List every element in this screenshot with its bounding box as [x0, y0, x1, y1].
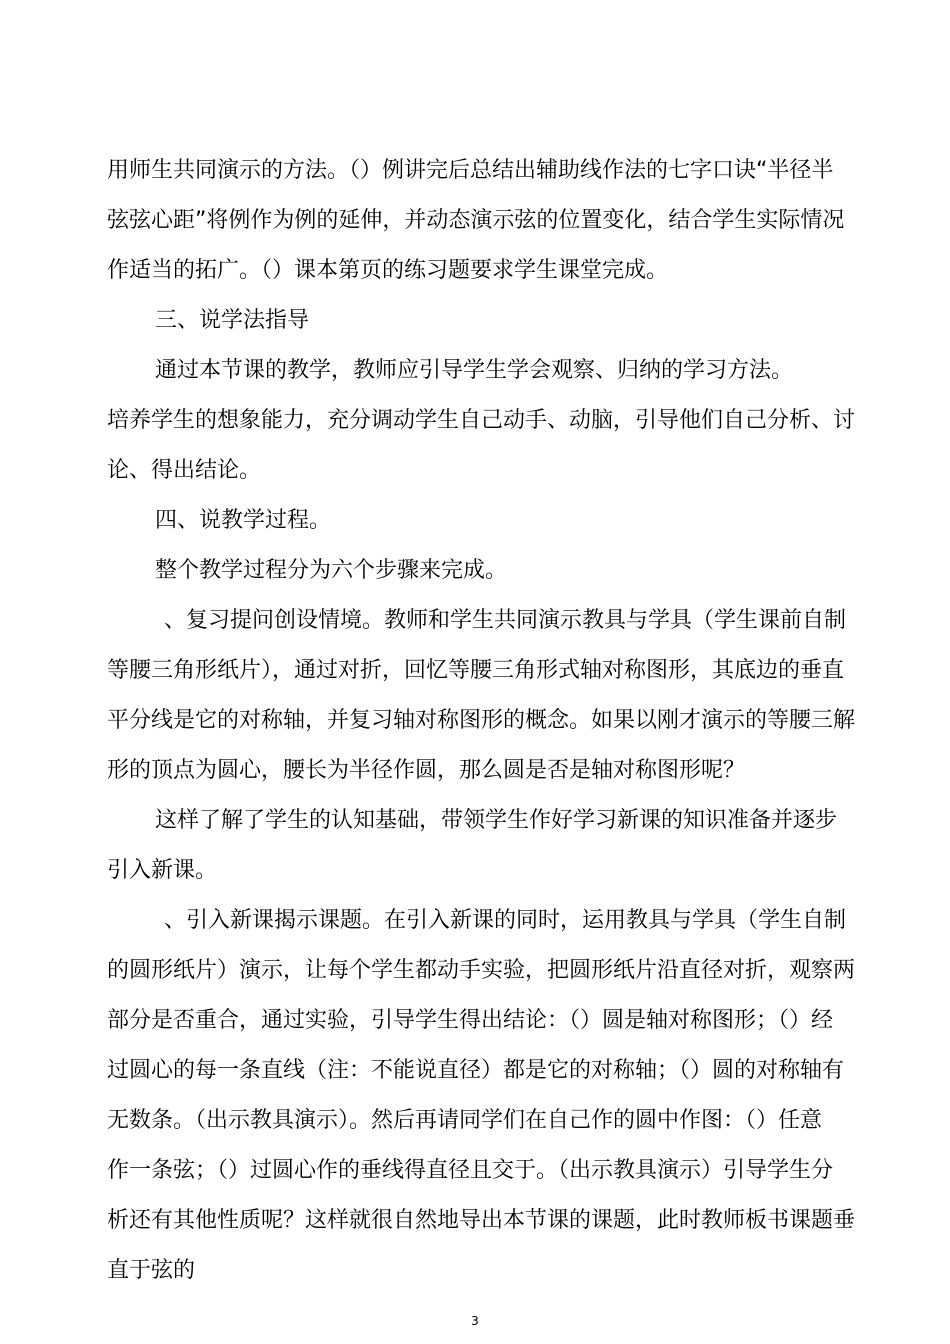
body-text-line: 的圆形纸片）演示，让每个学生都动手实验，把圆形纸片沿直径对折，观察两	[107, 958, 856, 983]
body-text-line: 通过本节课的教学，教师应引导学生学会观察、归纳的学习方法。	[155, 358, 794, 383]
section-heading: 四、说教学过程。	[155, 508, 332, 533]
body-text-line: 平分线是它的对称轴，并复习轴对称图形的概念。如果以刚才演示的等腰三解	[107, 708, 856, 733]
body-text-line: 部分是否重合，通过实验，引导学生得出结论：（）圆是轴对称图形；（）经	[107, 1008, 834, 1033]
body-text-line: 论、得出结论。	[107, 458, 262, 483]
body-text-line: 形的顶点为圆心，腰长为半径作圆，那么圆是否是轴对称图形呢？	[107, 758, 746, 783]
body-text-line: 、复习提问创设情境。教师和学生共同演示教具与学具（学生课前自制	[164, 608, 847, 633]
body-text-line: 作适当的拓广。（）课本第页的练习题要求学生课堂完成。	[107, 258, 669, 283]
body-text-line: 直于弦的	[107, 1258, 196, 1283]
body-text-line: 等腰三角形纸片），通过对折，回忆等腰三角形式轴对称图形，其底边的垂直	[107, 658, 845, 683]
body-text-line: 作一条弦；（）过圆心作的垂线得直径且交于。（出示教具演示）引导学生分	[107, 1158, 834, 1183]
body-text-line: 过圆心的每一条直线（注：不能说直径）都是它的对称轴；（）圆的对称轴有	[107, 1058, 845, 1083]
page-number: 3	[471, 1314, 479, 1328]
section-heading: 三、说学法指导	[155, 308, 310, 333]
body-text-line: 无数条。（出示教具演示）。然后再请同学们在自己作的圆中作图：（）任意	[107, 1108, 823, 1133]
body-text-line: 弦弦心距”将例作为例的延伸，并动态演示弦的位置变化，结合学生实际情况	[107, 208, 845, 233]
body-text-line: 析还有其他性质呢？这样就很自然地导出本节课的课题，此时教师板书课题垂	[107, 1208, 856, 1233]
body-text-line: 整个教学过程分为六个步骤来完成。	[155, 558, 508, 583]
body-text-line: 培养学生的想象能力，充分调动学生自己动手、动脑，引导他们自己分析、讨	[107, 408, 856, 433]
body-text-line: 这样了解了学生的认知基础，带领学生作好学习新课的知识准备并逐步	[155, 808, 838, 833]
body-text-line: 用师生共同演示的方法。（）例讲完后总结出辅助线作法的七字口诀“半径半	[107, 158, 834, 183]
body-text-line: 引入新课。	[107, 858, 218, 883]
body-text-line: 、引入新课揭示课题。在引入新课的同时，运用教具与学具（学生自制	[164, 908, 847, 933]
